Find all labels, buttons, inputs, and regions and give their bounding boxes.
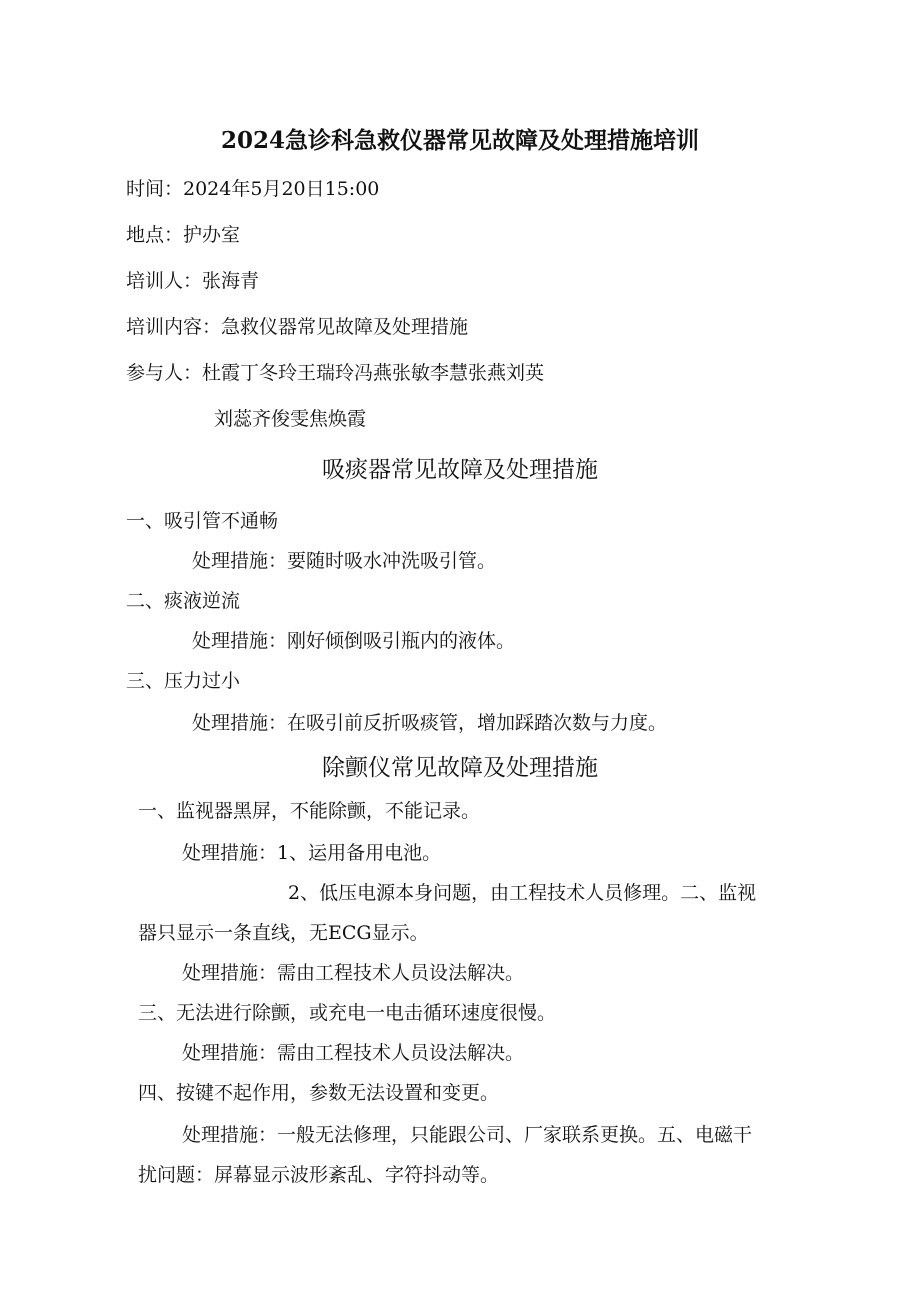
defib-fix-1b: 2、低压电源本身问题，由工程技术人员修理。二、监视 bbox=[288, 882, 757, 904]
defib-fault-1: 一、监视器黑屏，不能除颤，不能记录。 bbox=[138, 800, 481, 822]
sputum-fix-2: 处理措施：刚好倾倒吸引瓶内的液体。 bbox=[192, 630, 516, 652]
sputum-section-heading: 吸痰器常见故障及处理措施 bbox=[322, 457, 598, 483]
defib-fix-4: 处理措施：一般无法修理，只能跟公司、厂家联系更换。五、电磁干 bbox=[182, 1124, 753, 1146]
attendees-line-1: 参与人：杜霞丁冬玲王瑞玲冯燕张敏李慧张燕刘英 bbox=[126, 362, 545, 384]
defib-section-heading: 除颤仪常见故障及处理措施 bbox=[322, 755, 598, 781]
document-title: 2024急诊科急救仪器常见故障及处理措施培训 bbox=[220, 127, 699, 154]
defib-fault-5-cont: 扰问题：屏幕显示波形紊乱、字符抖动等。 bbox=[138, 1164, 500, 1186]
sputum-fault-2: 二、痰液逆流 bbox=[126, 590, 241, 612]
sputum-fault-3: 三、压力过小 bbox=[126, 670, 241, 692]
sputum-fault-1: 一、吸引管不通畅 bbox=[126, 510, 279, 532]
defib-fix-2: 处理措施：需由工程技术人员设法解决。 bbox=[182, 962, 525, 984]
training-time: 时间：2024年5月20日15:00 bbox=[126, 178, 380, 200]
defib-fix-3: 处理措施：需由工程技术人员设法解决。 bbox=[182, 1042, 525, 1064]
defib-fault-2-cont: 器只显示一条直线，无ECG显示。 bbox=[138, 922, 429, 944]
sputum-fix-3: 处理措施：在吸引前反折吸痰管，增加踩踏次数与力度。 bbox=[192, 712, 668, 734]
training-content: 培训内容：急救仪器常见故障及处理措施 bbox=[126, 316, 469, 338]
defib-fault-3: 三、无法进行除颤，或充电一电击循环速度很慢。 bbox=[138, 1002, 557, 1024]
training-place: 地点：护办室 bbox=[126, 224, 241, 246]
sputum-fix-1: 处理措施：要随时吸水冲洗吸引管。 bbox=[192, 550, 497, 572]
attendees-line-2: 刘蕊齐俊雯焦焕霞 bbox=[214, 408, 367, 430]
training-trainer: 培训人：张海青 bbox=[126, 270, 260, 292]
defib-fault-4: 四、按键不起作用，参数无法设置和变更。 bbox=[138, 1082, 500, 1104]
defib-fix-1a: 处理措施：1、运用备用电池。 bbox=[182, 842, 442, 864]
